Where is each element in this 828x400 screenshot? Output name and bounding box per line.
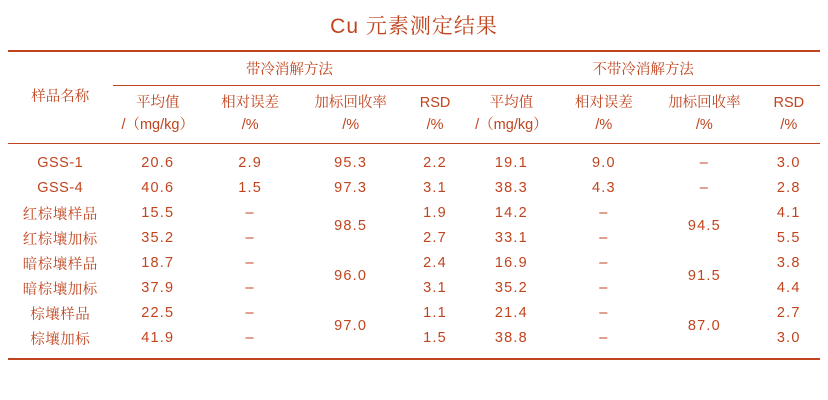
cell-cold-rsd: 2.4 [423, 255, 447, 271]
cell-cold-mean: 18.7 [141, 255, 175, 271]
cell-nocold-recovery: 87.0 [687, 317, 721, 334]
cell-cold-mean: 35.2 [141, 230, 175, 246]
group-header-nocold: 不带冷消解方法 [466, 51, 820, 85]
cell-nocold-mean: 14.2 [494, 205, 528, 221]
cell-nocold-mean: 38.8 [494, 330, 528, 346]
subheader-cold-error: 相对误差 /% [221, 94, 280, 133]
cell-cold-error: 1.5 [238, 180, 263, 196]
cell-nocold-recovery: 94.5 [687, 217, 721, 234]
cell-nocold-error: – [599, 255, 609, 271]
cell-cold-error: – [245, 205, 255, 221]
row-sample-name: 棕壤样品 [30, 306, 91, 323]
cell-nocold-mean: 19.1 [494, 155, 528, 171]
cell-cold-rsd: 2.2 [423, 155, 447, 171]
row-sample-name: 红棕壤加标 [22, 231, 98, 248]
cell-cold-mean: 41.9 [141, 330, 175, 346]
cell-nocold-rsd: 2.7 [776, 305, 801, 321]
cell-nocold-rsd: 2.8 [776, 180, 801, 196]
cell-nocold-error: – [599, 230, 609, 246]
cell-nocold-error: 4.3 [591, 180, 616, 196]
cell-cold-error: – [245, 280, 255, 296]
subheader-nocold-recovery: 加标回收率 /% [668, 94, 741, 133]
subheader-nocold-error: 相对误差 /% [574, 94, 633, 133]
group-header-cold: 带冷消解方法 [113, 51, 467, 85]
cell-cold-recovery: 97.3 [334, 180, 368, 196]
table-row [8, 176, 820, 201]
cell-nocold-recovery: – [699, 180, 709, 196]
header-body-divider [8, 143, 820, 151]
cell-nocold-mean: 16.9 [494, 255, 528, 271]
cell-nocold-error: – [599, 330, 609, 346]
cell-cold-rsd: 3.1 [423, 180, 447, 196]
cell-nocold-mean: 21.4 [494, 305, 528, 321]
row-sample-name: 暗棕壤加标 [22, 281, 98, 298]
cell-nocold-error: – [599, 205, 609, 221]
cell-cold-mean: 37.9 [141, 280, 175, 296]
cell-nocold-mean: 33.1 [494, 230, 528, 246]
row-sample-name: 红棕壤样品 [22, 206, 98, 223]
row-sample-name: 暗棕壤样品 [22, 256, 98, 273]
subheader-cold-recovery: 加标回收率 /% [314, 94, 387, 133]
cell-cold-recovery: 96.0 [334, 267, 368, 284]
header-group-row [8, 51, 820, 85]
cell-cold-rsd: 1.1 [423, 305, 447, 321]
cell-cold-mean: 20.6 [141, 155, 175, 171]
subheader-cold-mean: 平均值 /（mg/kg） [121, 94, 194, 133]
cell-cold-rsd: 1.9 [423, 205, 447, 221]
cell-nocold-rsd: 4.1 [776, 205, 801, 221]
cell-cold-rsd: 3.1 [423, 280, 447, 296]
cell-nocold-rsd: 5.5 [776, 230, 801, 246]
cell-cold-error: – [245, 255, 255, 271]
cell-nocold-mean: 38.3 [494, 180, 528, 196]
cell-cold-recovery: 98.5 [334, 217, 368, 234]
subheader-nocold-mean: 平均值 /（mg/kg） [475, 94, 548, 133]
cell-nocold-error: – [599, 280, 609, 296]
cell-nocold-error: 9.0 [591, 155, 616, 171]
cell-cold-error: – [245, 230, 255, 246]
cell-nocold-recovery: – [699, 155, 709, 171]
row-sample-name: GSS-4 [37, 180, 84, 196]
cell-nocold-rsd: 3.0 [776, 155, 801, 171]
element-result-table [8, 50, 820, 360]
table-bottom-rule [8, 351, 820, 359]
cell-cold-error: – [245, 305, 255, 321]
cell-nocold-recovery: 91.5 [687, 267, 721, 284]
cell-cold-rsd: 1.5 [423, 330, 447, 346]
subheader-nocold-rsd: RSD /% [773, 94, 805, 133]
cell-nocold-rsd: 3.8 [776, 255, 801, 271]
cell-cold-mean: 15.5 [141, 205, 175, 221]
table-row [8, 151, 820, 176]
row-sample-name: GSS-1 [37, 155, 84, 171]
row-sample-name: 棕壤加标 [30, 331, 91, 348]
cell-cold-recovery: 95.3 [334, 155, 368, 171]
cell-cold-rsd: 2.7 [423, 230, 447, 246]
table-row [8, 201, 820, 226]
cell-cold-mean: 22.5 [141, 305, 175, 321]
table-row [8, 301, 820, 326]
cell-nocold-error: – [599, 305, 609, 321]
table-row [8, 251, 820, 276]
cell-nocold-rsd: 3.0 [776, 330, 801, 346]
cell-cold-recovery: 97.0 [334, 317, 368, 334]
cell-nocold-rsd: 4.4 [776, 280, 801, 296]
subheader-cold-rsd: RSD /% [419, 94, 451, 133]
cell-cold-error: 2.9 [238, 155, 263, 171]
sample-name-header: 样品名称 [8, 51, 113, 143]
header-sub-row [8, 85, 820, 143]
cell-nocold-mean: 35.2 [494, 280, 528, 296]
page-title: Cu 元素测定结果 [330, 15, 498, 38]
cell-cold-mean: 40.6 [141, 180, 175, 196]
cell-cold-error: – [245, 330, 255, 346]
